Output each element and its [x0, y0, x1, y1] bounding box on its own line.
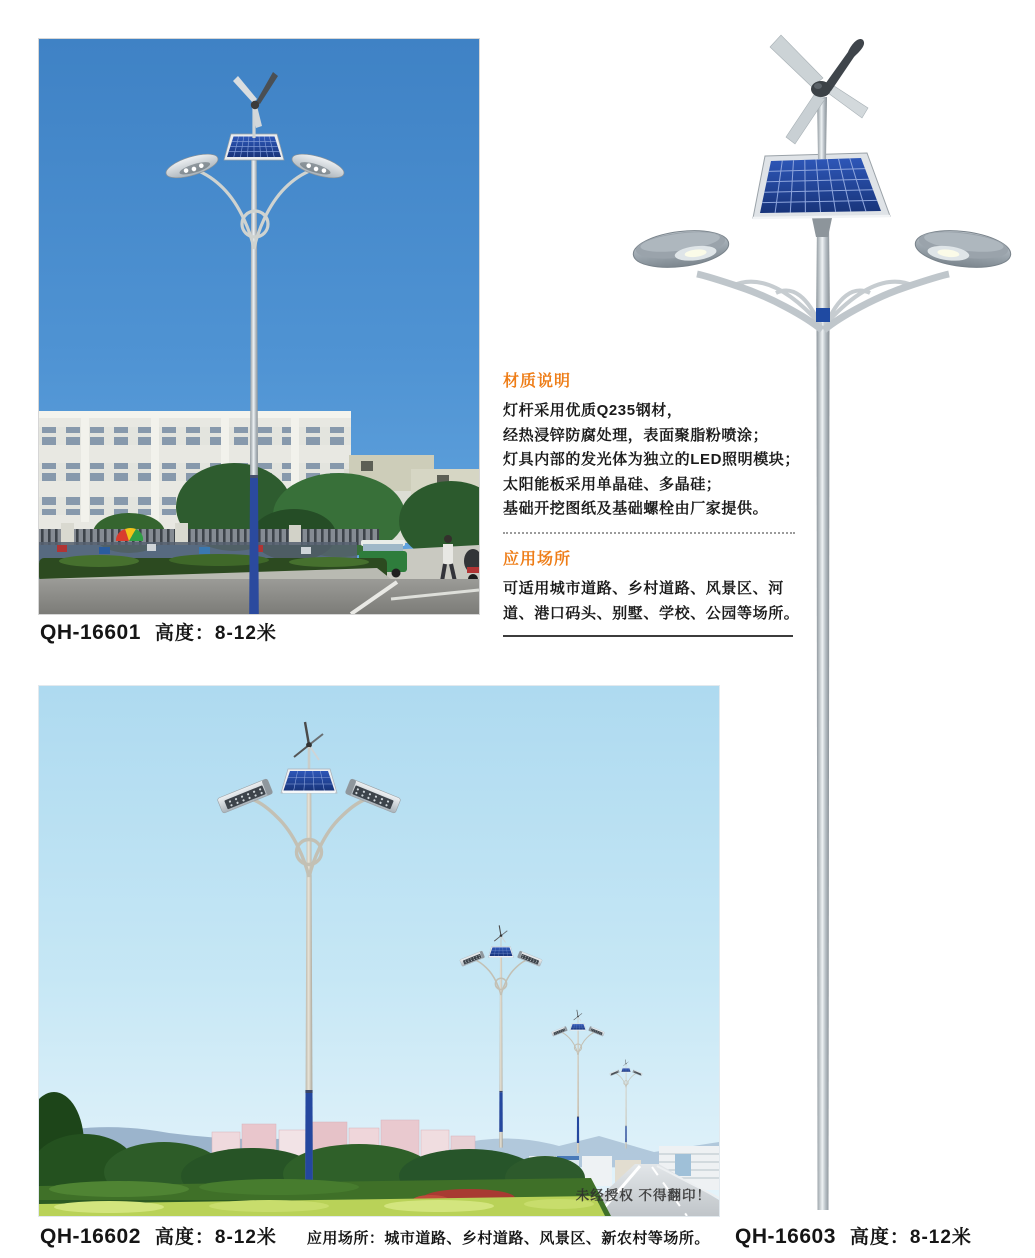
- pole-blue-band: [816, 308, 830, 322]
- photo-street-light-urban: [38, 38, 480, 615]
- lamp-head-right: [913, 226, 1013, 272]
- material-title: 材质说明: [503, 373, 572, 390]
- height-spec: 高度：8-12米: [849, 1227, 972, 1248]
- copyright-watermark: 未经授权 不得翻印！: [575, 1188, 711, 1203]
- model-number: QH-16603: [735, 1225, 836, 1248]
- height-spec: 高度：8-12米: [154, 1227, 277, 1248]
- application-line: 道、港口码头、别墅、学校、公园等场所。: [503, 604, 800, 622]
- product-render-qh-16603: [600, 25, 1035, 1215]
- pole: [817, 321, 830, 1210]
- material-line: 灯杆采用优质Q235钢材，: [503, 402, 683, 419]
- caption-qh-16602: [40, 1222, 710, 1249]
- material-line: 太阳能板采用单晶硅、多晶硅；: [503, 475, 722, 493]
- application-line: 可适用城市道路、乡村道路、风景区、河: [503, 579, 784, 597]
- application-title: 应用场所: [503, 550, 572, 568]
- model-number: QH-16602: [40, 1225, 141, 1248]
- street-light-render: [600, 25, 1035, 1215]
- material-line: 灯具内部的发光体为独立的LED照明模块；: [503, 451, 801, 469]
- solar-panel: [753, 153, 890, 237]
- material-line: 基础开挖图纸及基础螺栓由厂家提供。: [503, 500, 769, 518]
- street-scene-1: [39, 39, 479, 614]
- caption-qh-16601: [40, 618, 277, 645]
- lamp-head-left: [631, 226, 731, 272]
- shrub-median: [39, 1178, 611, 1216]
- application-note: 应用场所：城市道路、乡村道路、风景区、新农村等场所。: [306, 1230, 710, 1247]
- caption-qh-16603: [735, 1222, 972, 1249]
- model-number: QH-16601: [40, 621, 141, 644]
- height-spec: 高度：8-12米: [154, 623, 277, 644]
- material-line: 经热浸锌防腐处理，表面聚脂粉喷涂；: [503, 426, 769, 444]
- road: [39, 579, 479, 614]
